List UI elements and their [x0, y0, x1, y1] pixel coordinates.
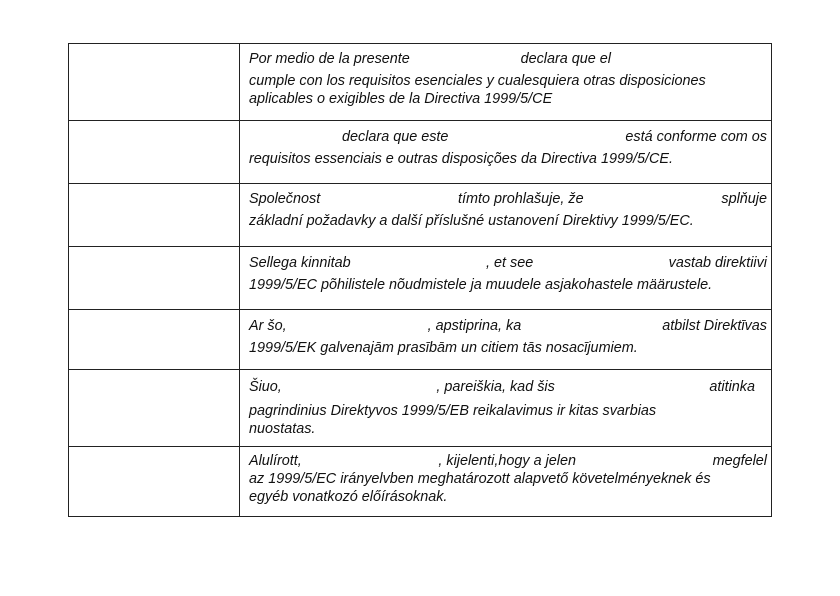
blank-label-cell — [69, 370, 240, 446]
text-fragment: Šiuo, — [249, 379, 282, 395]
declaration-line-1 — [249, 317, 767, 335]
text-fragment: atitinka — [709, 379, 755, 395]
text-fragment: declara que este — [342, 129, 449, 145]
declaration-text-es — [240, 44, 771, 120]
declaration-row-pt — [69, 120, 771, 183]
declaration-text-lv — [240, 310, 771, 369]
declaration-line-2: 1999/5/EK galvenajām prasībām un citiem tās nosacījumiem. — [249, 340, 638, 356]
declaration-line-3: aplicables o exigibles de la Directiva 1999/5/CE — [249, 91, 553, 107]
declaration-row-cs — [69, 183, 771, 246]
text-fragment: está conforme com os — [625, 129, 767, 145]
text-fragment: megfelel — [712, 453, 767, 469]
text-fragment: Ar šo, — [249, 318, 287, 334]
blank-label-cell — [69, 447, 240, 516]
text-fragment: atbilst Direktīvas — [662, 318, 767, 334]
declaration-line-1 — [249, 50, 611, 68]
declaration-line-1 — [342, 128, 767, 146]
declaration-line-1 — [249, 378, 755, 396]
declaration-line-1 — [249, 452, 767, 470]
declaration-row-lt — [69, 369, 771, 446]
declaration-line-1 — [249, 190, 767, 208]
declaration-line-2: základní požadavky a další příslušné ustanovení Direktivy 1999/5/EC. — [249, 213, 694, 229]
declaration-text-lt — [240, 370, 771, 446]
declaration-line-2: az 1999/5/EC irányelvben meghatározott alapvető követelményeknek és — [249, 471, 711, 487]
text-fragment: , apstiprina, ka — [427, 318, 522, 334]
text-fragment: , et see — [486, 255, 534, 271]
declaration-line-2: requisitos essenciais e outras disposições da Directiva 1999/5/CE. — [249, 151, 673, 167]
declaration-row-hu — [69, 446, 771, 516]
text-fragment: vastab direktiivi — [668, 255, 767, 271]
declaration-line-3: nuostatas. — [249, 421, 316, 437]
declaration-line-2: 1999/5/EC põhilistele nõudmistele ja muudele asjakohastele määrustele. — [249, 277, 713, 293]
blank-label-cell — [69, 184, 240, 246]
text-fragment: Společnost — [249, 191, 321, 207]
declaration-row-et — [69, 246, 771, 309]
declaration-table — [68, 43, 772, 517]
text-fragment: Alulírott, — [249, 453, 302, 469]
blank-label-cell — [69, 247, 240, 309]
declaration-line-2: cumple con los requisitos esenciales y cualesquiera otras disposiciones — [249, 73, 706, 89]
text-fragment: Por medio de la presente — [249, 51, 410, 67]
declaration-text-pt — [240, 121, 771, 183]
declaration-line-2: pagrindinius Direktyvos 1999/5/EB reikalavimus ir kitas svarbias — [249, 403, 657, 419]
text-fragment: splňuje — [721, 191, 767, 207]
declaration-line-3: egyéb vonatkozó előírásoknak. — [249, 489, 448, 505]
text-fragment: Sellega kinnitab — [249, 255, 351, 271]
blank-label-cell — [69, 121, 240, 183]
declaration-text-hu — [240, 447, 771, 516]
text-fragment: declara que el — [520, 51, 611, 67]
declaration-text-et — [240, 247, 771, 309]
blank-label-cell — [69, 310, 240, 369]
text-fragment: tímto prohlašuje, že — [458, 191, 584, 207]
declaration-line-1 — [249, 254, 767, 272]
blank-label-cell — [69, 44, 240, 120]
declaration-row-es — [69, 44, 771, 120]
declaration-text-cs — [240, 184, 771, 246]
text-fragment: , pareiškia, kad šis — [436, 379, 555, 395]
declaration-row-lv — [69, 309, 771, 369]
text-fragment: , kijelenti,hogy a jelen — [438, 453, 576, 469]
